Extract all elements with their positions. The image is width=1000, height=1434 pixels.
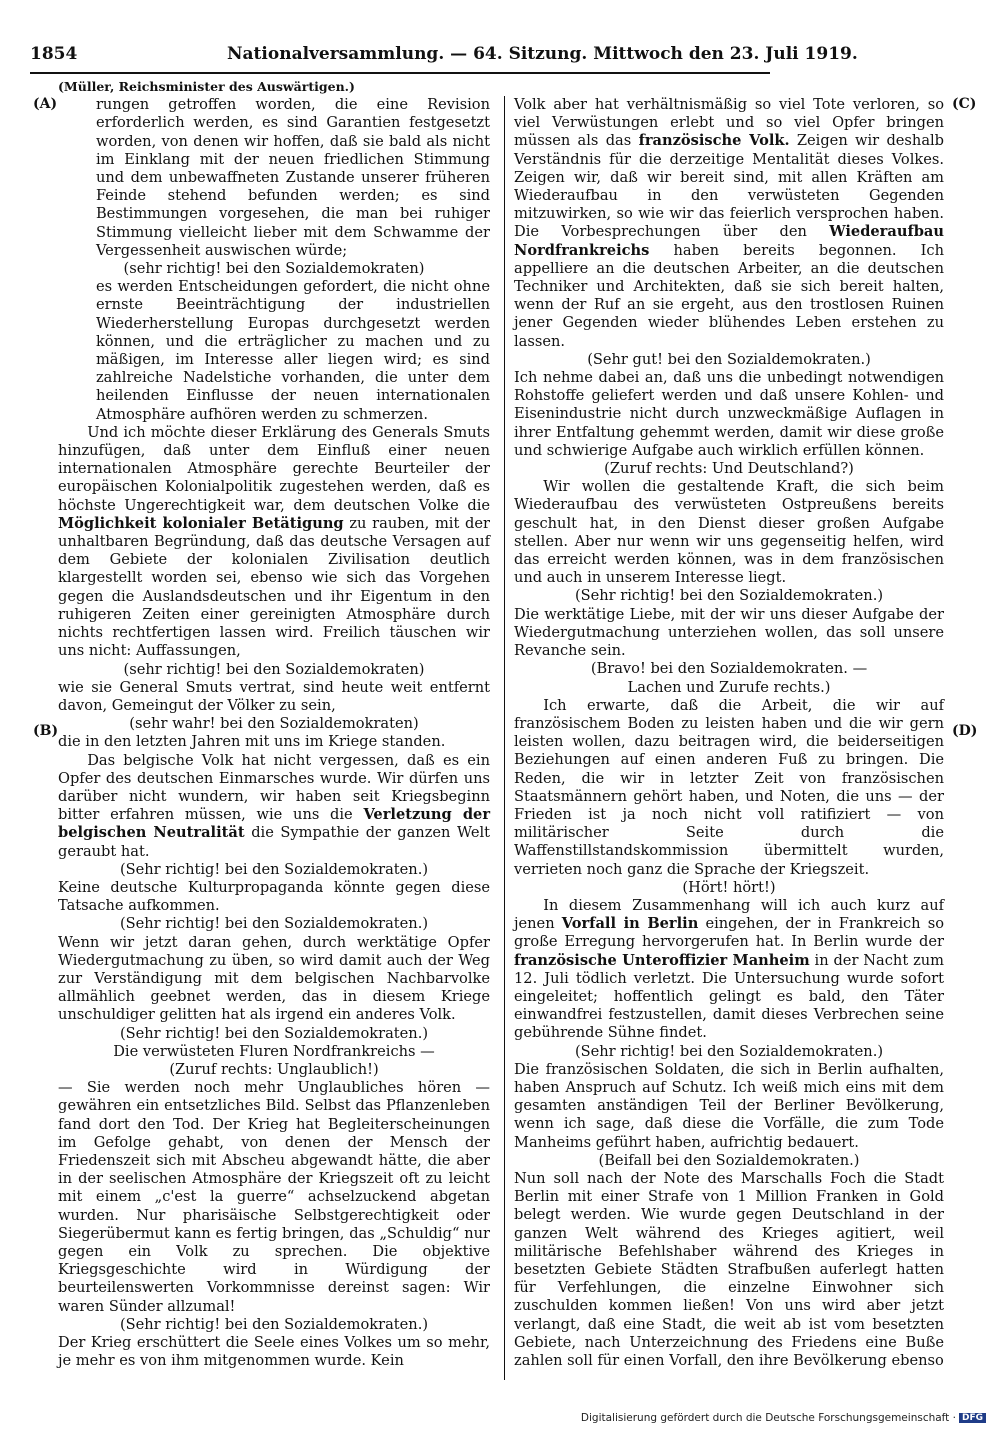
text-run: Und ich möchte dieser Erklärung des Generals Smuts hinzufügen, daß unter dem Einfluß einer neuen internationalen Atmosphäre gerechte Beurteiler der europäischen Kolonialpolitik zugestehen werden, daß es höchste Ungerechtigkeit war, dem deutschen Volke die <box>58 423 490 514</box>
margin-letter-d: (D) <box>952 723 978 739</box>
interjection: (Zuruf rechts: Unglaublich!) <box>169 1060 379 1078</box>
text-run: zu rauben, mit der unhaltbaren Begründung, daß das deutsche Versagen auf dem Gebiete der kolonialen Zivilisation deutlich klargestellt worden sei, ebenso wie sich das Vorgehen gegen die Auslandsdeutschen und ihr Eigentum in den ruhigeren Zeiten einer gereinigten Atmosphäre durch nichts rechtfertigen lassen wird. Freilich täuschen wir uns nicht: Auffassungen, <box>58 514 490 660</box>
page-header <box>30 44 858 70</box>
interjection: (sehr richtig! bei den Sozialdemokraten) <box>123 660 425 678</box>
interjection: Lachen und Zurufe rechts.) <box>627 678 831 696</box>
text-run: die Sympathie der ganzen Welt geraubt hat. <box>58 824 491 860</box>
text-run: In diesem Zusammenhang will ich auch kurz auf jenen <box>514 896 944 933</box>
speaker-note: (Müller, Reichsminister des Auswärtigen.) <box>58 79 355 94</box>
paragraph: es werden Entscheidungen gefordert, die nicht ohne ernste Beeinträchtigung der industriellen Wiederherstellung Europas durchgesetzt werden können, und die erträglicher zu machen und zu mäßigen, im Interesse aller liegen wird; es sind zahlreiche Nadelstiche vorhanden, die unter dem heilenden Einflusse der neuen internationalen Atmosphäre aufhören werden zu schmerzen. <box>95 278 490 423</box>
margin-letter-b: (B) <box>33 723 59 739</box>
paragraph: Nun soll nach der Note des Marschalls Foch die Stadt Berlin mit einer Strafe von 1 Million Franken in Gold belegt werden. Wie wurde gegen Deutschland in der ganzen Welt während des Krieges agitiert, weil militärische Befehlshaber während des Krieges in besetzten Gebiete Städten Strafbußen auferlegt hatten für Verfehlungen, die einzelne Einwohner sich zuschulden kommen ließen! Von uns wird aber jetzt verlangt, daß eine Stadt, die weit ab ist vom besetzten Gebiete, nach Unterzeichnung des Friedens eine Buße zahlen soll für einen Vorfall, den ihre Bevölkerung ebenso <box>514 1169 944 1370</box>
paragraph: Wenn wir jetzt daran gehen, durch werktätige Opfer Wiedergutmachung zu üben, so wird damit auch der Weg zur Verständigung mit dem belgischen Nachbarvolke allmählich geebnet werden, das in diesem Kriege unschuldiger gelitten hat als irgend ein anderes Volk. <box>58 933 490 1024</box>
paragraph <box>514 96 944 351</box>
paragraph: Die werktätige Liebe, mit der wir uns dieser Aufgabe der Wiedergutmachung unterziehen wollen, das soll unsere Revanche sein. <box>514 605 944 660</box>
emphasis: Vorfall in Berlin <box>561 915 699 933</box>
interjection: (Beifall bei den Sozialdemokraten.) <box>598 1151 860 1169</box>
paragraph: Ich erwarte, daß die Arbeit, die wir auf französischem Boden zu leisten haben und die wir gern leisten wollen, dazu beitragen wird, die beiderseitigen Beziehungen auf einen anderen Fuß zu bringen. Die Reden, die wir in letzter Zeit von französischen Staatsmännern gehört haben, und Noten, die uns — der Frieden ist ja noch nicht voll ratifiziert — von militärischer Seite durch die Waffenstillstandskommission übermittelt wurden, verrieten noch ganz die Sprache der Kriegszeit. <box>514 696 944 878</box>
interjection: (Sehr richtig! bei den Sozialdemokraten.) <box>119 1024 429 1042</box>
text-run: Das belgische Volk hat nicht vergessen, daß es ein Opfer des deutschen Einmarsches wurde. Wir dürfen uns darüber nicht wundern, wir haben seit Kriegsbeginn bitter erfahren müssen, wie uns die <box>58 751 490 824</box>
paragraph: Die verwüsteten Fluren Nordfrankreichs — <box>113 1042 435 1060</box>
interjection: (Bravo! bei den Sozialdemokraten. — <box>590 660 868 678</box>
interjection: (sehr richtig! bei den Sozialdemokraten) <box>123 260 425 278</box>
left-column <box>58 78 490 1370</box>
text-run: in der Nacht zum 12. Juli tödlich verletzt. Die Untersuchung wurde sofort eingeleitet; hoffentlich gelingt es bald, den Täter einwandfrei festzustellen, damit dieses Verbrechen seine gebührende Sühne findet. <box>514 951 944 1042</box>
footer-text: Digitalisierung gefördert durch die Deutsche Forschungsgemeinschaft · <box>580 1412 956 1424</box>
interjection: (Sehr richtig! bei den Sozialdemokraten.) <box>119 915 429 933</box>
paragraph: — Sie werden noch mehr Unglaubliches hören — gewähren ein entsetzliches Bild. Selbst das Pflanzenleben fand dort den Tod. Der Krieg hat Begleiterscheinungen im Gefolge gehabt, von denen der Mensch der Friedenszeit sich mit Abscheu abgewandt hätte, die aber in der seelischen Atmosphäre der Kriegszeit oft zu leicht mit einem „c'est la guerre“ achselzuckend abgetan wurden. Nur pharisäische Selbstgerechtigkeit oder Siegerübermut kann es fertig bringen, das „Schuldig“ nur gegen ein Volk zu sprechen. Die objektive Kriegsgeschichte wird in Würdigung der beurteilenswerten Vorkommnisse dereinst sagen: Wir waren Sünder allzumal! <box>58 1079 490 1315</box>
emphasis: Verletzung der belgischen Neutralität <box>58 806 491 842</box>
text-run: Volk aber hat verhältnismäßig so viel Tote verloren, so viel Verwüstungen erlebt und so viel Opfer bringen müssen als das <box>514 96 944 150</box>
margin-letter-a: (A) <box>33 96 58 112</box>
header-rule <box>30 72 770 74</box>
interjection: (Zuruf rechts: Und Deutschland?) <box>604 460 854 478</box>
paragraph: Die französischen Soldaten, die sich in Berlin aufhalten, haben Anspruch auf Schutz. Ich weiß mich eins mit dem gesamten anständigen Teil der Berliner Bevölkerung, wenn ich sage, daß diese die Vorfälle, die zum Tode Manheims geführt haben, aufrichtig bedauert. <box>514 1060 944 1151</box>
right-column <box>514 96 944 1370</box>
interjection: (sehr wahr! bei den Sozialdemokraten) <box>129 715 419 733</box>
paragraph: Ich nehme dabei an, daß uns die unbedingt notwendigen Rohstoffe geliefert werden und daß unsere Kohlen- und Eisenindustrie nicht durch unzweckmäßige Auflagen in ihrer Entfaltung gehemmt werden, damit wir diese große und schwierige Aufgabe auch wirklich erfüllen können. <box>514 369 944 459</box>
emphasis: Möglichkeit kolonialer Betätigung <box>58 514 344 532</box>
paragraph: Der Krieg erschüttert die Seele eines Volkes um so mehr, je mehr es von ihm mitgenommen wurde. Kein <box>58 1334 490 1370</box>
paragraph <box>58 424 490 661</box>
dfg-logo: DFG <box>959 1413 986 1423</box>
interjection: (Sehr richtig! bei den Sozialdemokraten.) <box>119 1315 429 1333</box>
paragraph: wie sie General Smuts vertrat, sind heute weit entfernt davon, Gemeingut der Völker zu sein, <box>58 678 490 714</box>
interjection: (Sehr gut! bei den Sozialdemokraten.) <box>587 350 871 368</box>
column-divider <box>504 96 505 1380</box>
running-title: Nationalversammlung. — 64. Sitzung. Mittwoch den 23. Juli 1919. <box>227 44 858 64</box>
emphasis: Wiederaufbau Nordfrankreichs <box>514 223 944 259</box>
margin-letter-c: (C) <box>952 96 977 112</box>
page-number: 1854 <box>30 44 78 64</box>
emphasis: französische Unteroffizier Manheim <box>514 951 810 969</box>
paragraph <box>58 752 490 861</box>
interjection: (Sehr richtig! bei den Sozialdemokraten.) <box>574 587 884 605</box>
text-run: haben bereits begonnen. Ich appelliere an die deutschen Arbeiter, an die deutschen Techniker und Architekten, daß sie sich bereit halten, wenn der Ruf an sie ergeht, aus den trostlosen Ruinen jener Gegenden wieder blühendes Leben erstehen zu lassen. <box>514 241 944 350</box>
text-run: eingehen, der in Frankreich so große Erregung hervorgerufen hat. In Berlin wurde der <box>514 915 945 951</box>
paragraph: rungen getroffen worden, die eine Revision erforderlich werden, es sind Garantien festgesetzt worden, von denen wir hoffen, daß sie bald als nicht im Einklang mit der neuen friedlichen Stimmung und dem unbewaffneten Zustande unserer früheren Feinde stehend befunden werden; es sind Bestimmungen vorgesehen, die man bei ruhiger Stimmung vielleicht lieber mit dem Schwamme der Vergessenheit auswischen würde; <box>95 96 490 259</box>
paragraph: die in den letzten Jahren mit uns im Kriege standen. <box>58 733 446 751</box>
digitization-footer <box>581 1412 986 1426</box>
interjection: (Sehr richtig! bei den Sozialdemokraten.) <box>119 860 429 878</box>
emphasis: französische Volk. <box>638 132 790 150</box>
interjection: (Hört! hört!) <box>682 878 776 896</box>
paragraph <box>514 897 944 1043</box>
paragraph: Keine deutsche Kulturpropaganda könnte gegen diese Tatsache aufkommen. <box>58 878 490 915</box>
paragraph: Wir wollen die gestaltende Kraft, die sich beim Wiederaufbau des verwüsteten Ostpreußens bereits geschult hat, in den Dienst dieser großen Aufgabe stellen. Aber nur wenn wir uns gegenseitig helfen, wird das erreicht werden können, was in dem französischen und auch in unserem Interesse liegt. <box>514 478 944 587</box>
text-run: Zeigen wir deshalb Verständnis für die derzeitige Mentalität dieses Volkes. Zeigen wir, daß wir bereit sind, mit allen Kräften am Wiederaufbau in den verwüsteten Gegenden mitzuwirken, so wie wir das feierlich versprochen haben. Die Vorbesprechungen über den <box>514 132 945 241</box>
interjection: (Sehr richtig! bei den Sozialdemokraten.) <box>574 1042 884 1060</box>
